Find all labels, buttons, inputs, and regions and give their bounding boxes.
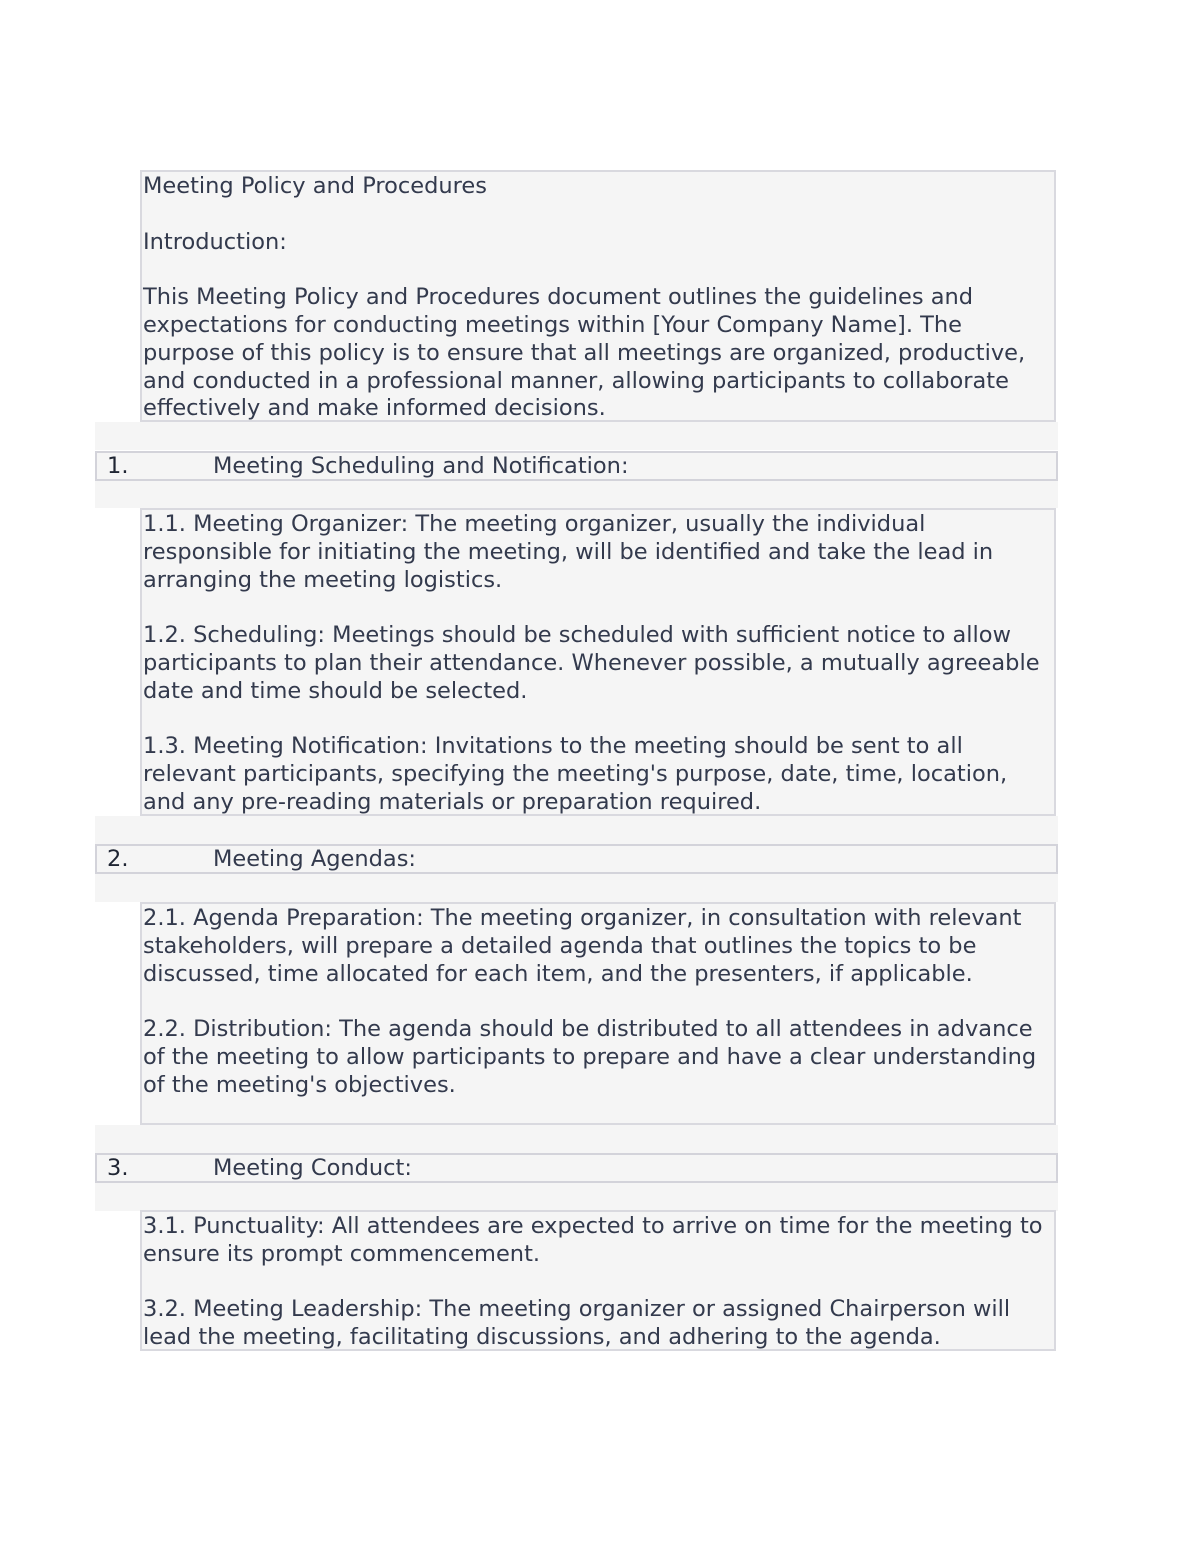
section-body-2	[140, 902, 1056, 1125]
spacer	[95, 422, 1058, 450]
section-item: 2.2. Distribution: The agenda should be distributed to all attendees in advance of the meeting to allow participants to prepare and have a clear understanding of the meeting's objectives.	[143, 1016, 1044, 1098]
intro-heading: Introduction:	[143, 228, 287, 255]
spacer	[95, 481, 1058, 508]
section-item: 1.3. Meeting Notification: Invitations to the meeting should be sent to all relevant participants, specifying the meeting's purpose, date, time, location, and any pre-reading materials or preparation required.	[143, 733, 1015, 815]
section-item: 3.1. Punctuality: All attendees are expected to arrive on time for the meeting to ensure its prompt commencement.	[143, 1213, 1050, 1267]
spacer	[95, 816, 1058, 844]
section-number: 2.	[107, 846, 129, 872]
spacer	[95, 1125, 1058, 1153]
spacer	[95, 874, 1058, 902]
section-number: 3.	[107, 1155, 129, 1181]
section-body-3	[140, 1210, 1056, 1351]
intro-paragraph: This Meeting Policy and Procedures document outlines the guidelines and expectations for conducting meetings within [Your Company Name]. The purpose of this policy is to ensure that all meetings are organized, productive, and conducted in a professional manner, allowing participants to collaborate effectively and make informed decisions.	[143, 284, 1033, 422]
section-number: 1.	[107, 453, 129, 479]
section-item: 1.2. Scheduling: Meetings should be scheduled with sufficient notice to allow participants to plan their attendance. Whenever possible, a mutually agreeable date and time should be selected.	[143, 622, 1047, 704]
document-title: Meeting Policy and Procedures	[143, 173, 487, 199]
spacer	[95, 1183, 1058, 1211]
intro-box	[140, 170, 1056, 422]
section-title: Meeting Agendas:	[213, 846, 417, 872]
section-title: Meeting Conduct:	[213, 1155, 412, 1181]
section-heading-1	[95, 451, 1058, 481]
section-title: Meeting Scheduling and Notification:	[213, 453, 629, 479]
section-heading-3	[95, 1153, 1058, 1183]
section-item: 2.1. Agenda Preparation: The meeting organizer, in consultation with relevant stakeholders, will prepare a detailed agenda that outlines the topics to be discussed, time allocated for each item, and the presenters, if applicable.	[143, 905, 1029, 987]
section-item: 3.2. Meeting Leadership: The meeting organizer or assigned Chairperson will lead the meeting, facilitating discussions, and adhering to the agenda.	[143, 1296, 1018, 1351]
section-body-1	[140, 508, 1056, 816]
section-item: 1.1. Meeting Organizer: The meeting organizer, usually the individual responsible for initiating the meeting, will be identified and take the lead in arranging the meeting logistics.	[143, 511, 1001, 593]
section-heading-2	[95, 844, 1058, 874]
